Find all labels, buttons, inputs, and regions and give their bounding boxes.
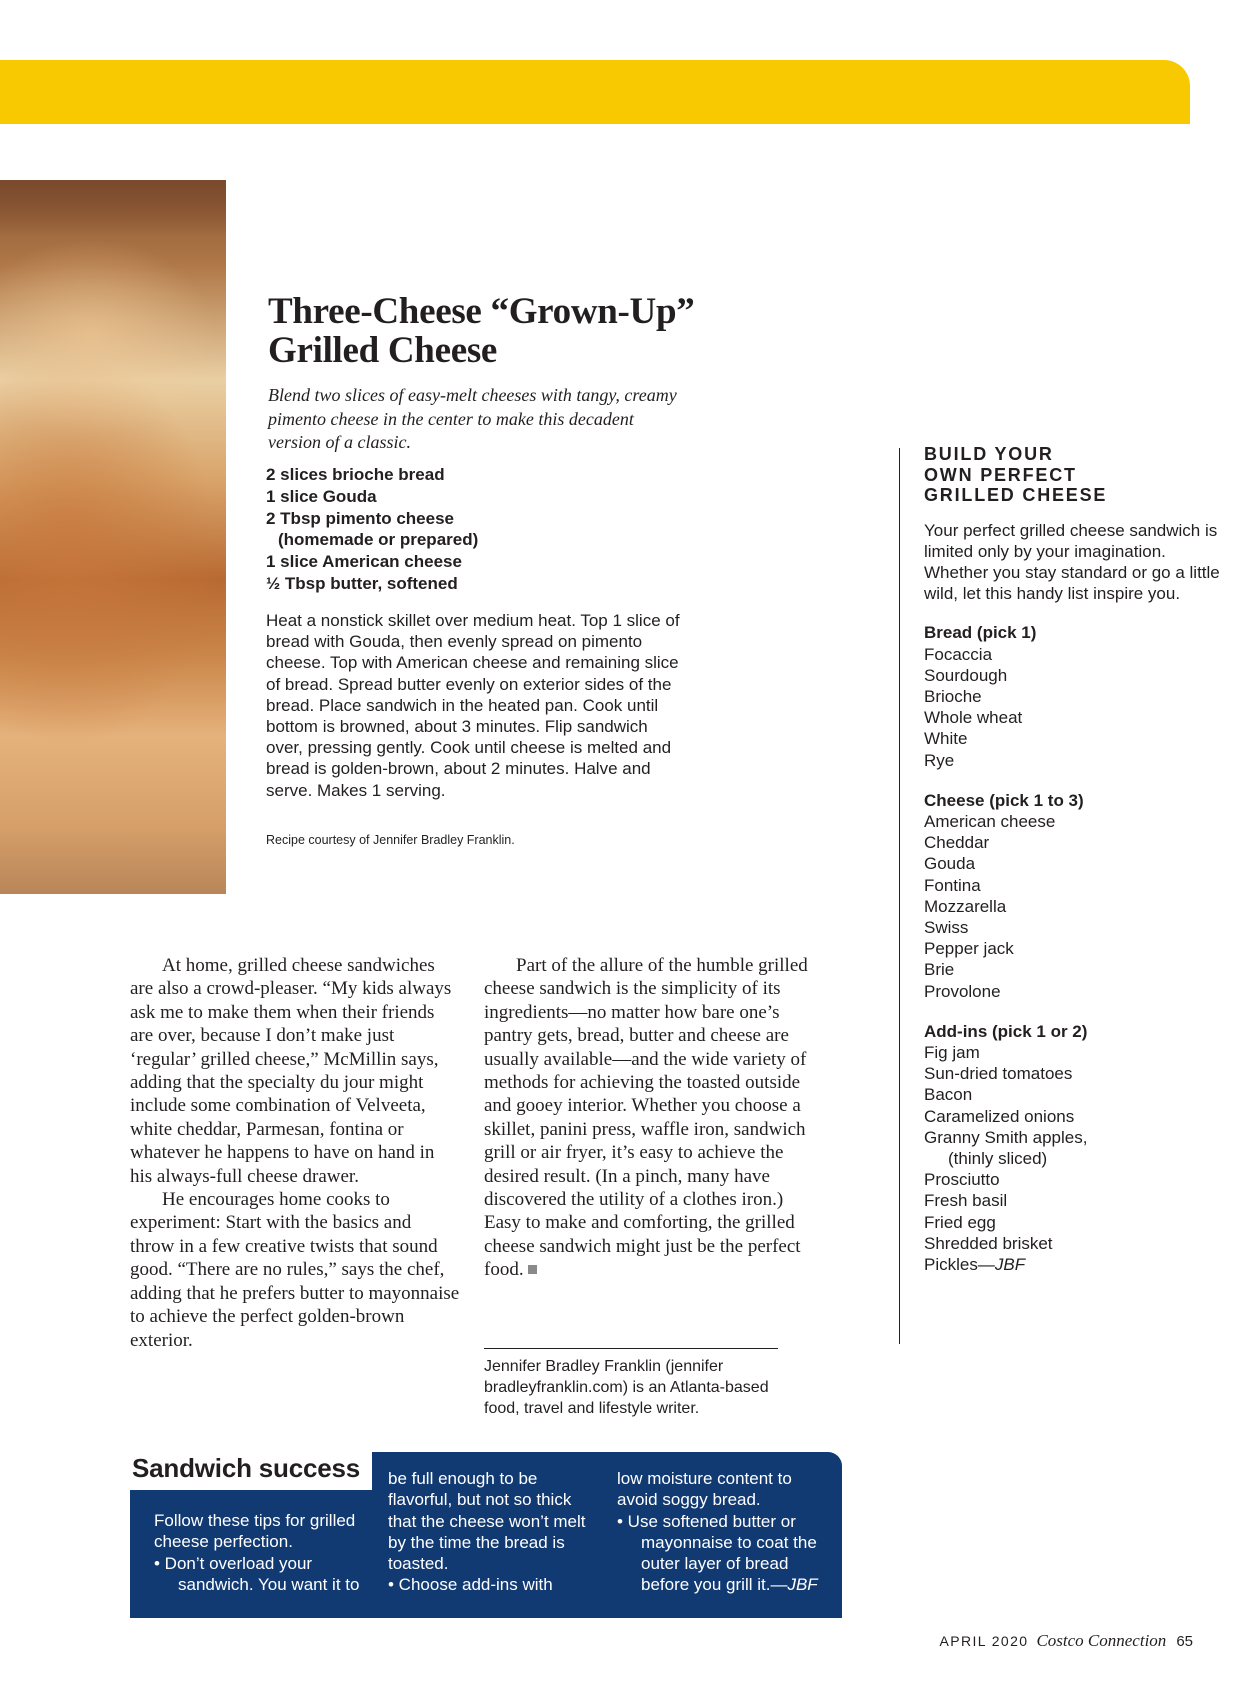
cheese-item: Fontina xyxy=(924,875,981,895)
cheese-item: Swiss xyxy=(924,917,969,937)
tip-text: low moisture content to avoid soggy bread. xyxy=(617,1469,792,1510)
build-your-own-sidebar xyxy=(924,444,1224,1294)
addin-item: Fresh basil xyxy=(924,1191,1008,1211)
sidebar-title-line: GRILLED CHEESE xyxy=(924,485,1108,505)
tips-title: Sandwich success xyxy=(132,1453,361,1483)
ingredient-item: 2 slices brioche bread xyxy=(266,465,445,484)
cheese-item: Pepper jack xyxy=(924,939,1014,959)
sidebar-title-line: OWN PERFECT xyxy=(924,464,1077,485)
article-column-2 xyxy=(484,954,814,1282)
page-folio xyxy=(939,1632,1193,1651)
sidebar-intro: Your perfect grilled cheese sandwich is limited only by your imagination. Whether you stay standard or go a little wild, let this handy list inspire you. xyxy=(924,520,1220,604)
addin-item-note: (thinly sliced) xyxy=(948,1148,1048,1168)
cheese-item: Gouda xyxy=(924,854,976,874)
grilled-cheese-photo xyxy=(0,180,226,894)
recipe-method: Heat a nonstick skillet over medium heat. Top 1 slice of bread with Gouda, then evenly spread on pimento cheese. Top with American cheese and remaining slice of bread. Spread butter evenly on exterior sides of the bread. Place sandwich in the heated pan. Cook until bottom is browned, about 3 minutes. Flip sandwich over, pressing gently. Cook until cheese is melted and bread is golden-brown, about 2 minutes. Halve and serve. Makes 1 serving. xyxy=(266,611,680,800)
tips-signoff: JBF xyxy=(787,1575,818,1595)
magazine-name: Costco Connection xyxy=(1036,1631,1167,1650)
recipe-intro: Blend two slices of easy-melt cheeses with tangy, creamy pimento cheese in the center to make this decadent version of a classic. xyxy=(268,385,677,452)
header-color-bar xyxy=(0,60,1190,124)
ingredient-item: 1 slice American cheese xyxy=(266,552,462,572)
sidebar-signoff: JBF xyxy=(994,1255,1026,1274)
ingredient-item: ½ Tbsp butter, softened xyxy=(266,573,458,593)
addin-item: Bacon xyxy=(924,1085,973,1105)
article-paragraph: Part of the allure of the humble grilled cheese sandwich is the simplicity of its ingredients—no matter how bare one’s pantry gets, bread, butter and cheese are usually available—and the wide variety of methods for achieving the toasted outside and gooey interior. Whether you choose a skillet, panini press, waffle iron, sandwich grill or air fryer, it’s easy to achieve the desired result. (In a pinch, many have discovered the utility of a clothes iron.) Easy to make and comforting, the grilled cheese sandwich might just be the perfect food. xyxy=(484,955,808,1281)
bread-heading: Bread (pick 1) xyxy=(924,623,1037,643)
bread-item: Brioche xyxy=(924,686,982,706)
cheese-item: Brie xyxy=(924,960,955,980)
end-mark-icon xyxy=(528,1265,537,1274)
tip-bullet: • Use softened butter or mayonnaise to coat the outer layer of bread before you grill it.— xyxy=(617,1511,817,1595)
ingredient-list xyxy=(266,464,686,595)
addin-item: Prosciutto xyxy=(924,1170,1000,1190)
tips-intro: Follow these tips for grilled cheese perfection. xyxy=(154,1511,356,1552)
photo-crust-shade xyxy=(0,180,226,236)
tips-column-3 xyxy=(617,1468,832,1596)
cheese-item: American cheese xyxy=(924,811,1056,831)
recipe-credit: Recipe courtesy of Jennifer Bradley Franklin. xyxy=(266,833,515,847)
addins-heading: Add-ins (pick 1 or 2) xyxy=(924,1021,1088,1041)
bread-item: Whole wheat xyxy=(924,708,1023,728)
bread-item: Rye xyxy=(924,750,955,770)
sidebar-title xyxy=(924,444,1224,506)
recipe-title-line-1: Three-Cheese “Grown-Up” xyxy=(268,291,695,332)
page-number: 65 xyxy=(1176,1633,1193,1650)
addin-item-text: Pickles— xyxy=(924,1255,995,1274)
addins-list xyxy=(924,1042,1224,1275)
sidebar-title-line: BUILD YOUR xyxy=(924,444,1054,464)
tip-bullet-wrap xyxy=(617,1511,832,1596)
ingredient-item: 1 slice Gouda xyxy=(266,486,377,506)
addin-item: Shredded brisket xyxy=(924,1233,1053,1253)
ingredient-item: 2 Tbsp pimento cheese xyxy=(266,508,454,528)
tip-bullet: • Choose add-ins with xyxy=(388,1575,553,1595)
cheese-item: Provolone xyxy=(924,981,1001,1001)
cheese-heading: Cheese (pick 1 to 3) xyxy=(924,790,1084,810)
addin-item: Fried egg xyxy=(924,1212,996,1232)
bread-item: Focaccia xyxy=(924,644,993,664)
author-bio: Jennifer Bradley Franklin (jennifer bradleyfranklin.com) is an Atlanta-based food, travel and lifestyle writer. xyxy=(484,1358,769,1417)
sidebar-divider xyxy=(899,448,900,1344)
addin-item: Sun-dried tomatoes xyxy=(924,1064,1073,1084)
addin-item: Fig jam xyxy=(924,1042,980,1062)
bread-list xyxy=(924,644,1224,771)
addin-item-last xyxy=(924,1254,1224,1275)
bio-divider xyxy=(484,1348,778,1349)
article-column-1 xyxy=(130,954,460,1352)
cheese-item: Mozzarella xyxy=(924,896,1007,916)
tips-column-1 xyxy=(154,1510,369,1595)
tip-text: be full enough to be flavorful, but not so thick that the cheese won’t melt by the time the bread is toasted. xyxy=(388,1469,586,1574)
cheese-list xyxy=(924,811,1224,1002)
cheese-item: Cheddar xyxy=(924,833,990,853)
bread-item: White xyxy=(924,729,968,749)
addin-item: Granny Smith apples, xyxy=(924,1127,1088,1147)
article-paragraph: At home, grilled cheese sandwiches are also a crowd-pleaser. “My kids always ask me to make them when their friends are over, because I don’t make just ‘regular’ grilled cheese,” McMillin says, adding that the specialty du jour might include some combination of Velveeta, white cheddar, Parmesan, fontina or whatever he happens to have on hand in his always-full cheese drawer. xyxy=(130,955,452,1187)
ingredient-item-note: (homemade or prepared) xyxy=(278,530,479,550)
recipe-title xyxy=(268,292,728,370)
bread-item: Sourdough xyxy=(924,665,1008,685)
recipe-title-line-2: Grilled Cheese xyxy=(268,330,498,371)
article-paragraph: He encourages home cooks to experiment: Start with the basics and throw in a few creative twists that sound good. “There are no rules,” says the chef, adding that he prefers butter to mayonnaise to achieve the perfect golden-brown exterior. xyxy=(130,1189,460,1351)
addin-item: Caramelized onions xyxy=(924,1106,1075,1126)
article-paragraph-wrap xyxy=(484,954,814,1282)
tips-column-2 xyxy=(388,1468,603,1596)
issue-date: APRIL 2020 xyxy=(939,1633,1029,1649)
tip-bullet: • Don’t overload your sandwich. You want it to xyxy=(154,1553,360,1594)
